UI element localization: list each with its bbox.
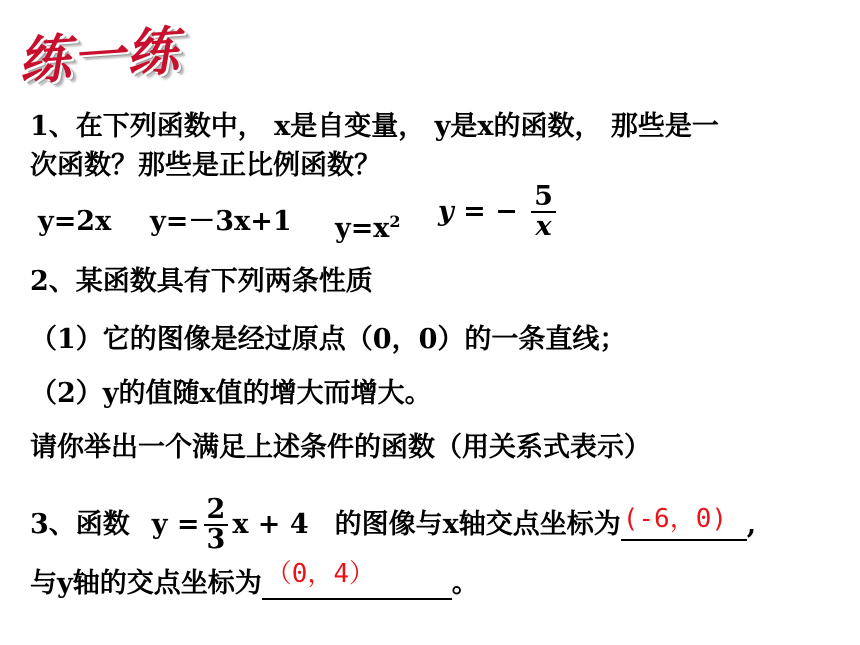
q3-line1 bbox=[30, 492, 756, 558]
fraction-numerator: 2 bbox=[204, 496, 229, 526]
q3-line2-prefix: 与y轴的交点坐标为 bbox=[30, 568, 262, 599]
q3-mid-text: 的图像与x轴交点坐标为 bbox=[334, 509, 621, 540]
q2-property-2: （2）y的值随x值的增大而增大。 bbox=[30, 378, 432, 409]
function-base: y=x bbox=[335, 213, 390, 244]
fraction-2-over-3 bbox=[204, 496, 229, 554]
answer-blank-x-axis bbox=[621, 504, 747, 541]
q1-line2: 次函数？那些是正比例函数？ bbox=[30, 150, 381, 181]
q2-property-1: （1）它的图像是经过原点（0，0）的一条直线； bbox=[30, 324, 627, 355]
fraction-5-over-x bbox=[531, 183, 556, 241]
answer-blank-y-axis bbox=[262, 559, 452, 600]
q2-request: 请你举出一个满足上述条件的函数（用关系式表示） bbox=[30, 432, 651, 463]
q3-comma: , bbox=[746, 509, 757, 540]
q2-intro: 2、某函数具有下列两条性质 bbox=[30, 266, 373, 297]
answer-y-intercept: （0，4） bbox=[265, 559, 376, 589]
fraction-lhs: y = − bbox=[438, 196, 518, 227]
q3-equation-rhs: x + 4 bbox=[232, 509, 309, 540]
q3-equation-lhs: y = bbox=[151, 509, 200, 540]
function-y-neg3x-plus1: y=－3x+1 bbox=[150, 206, 292, 237]
fraction-denominator: x bbox=[535, 211, 552, 242]
function-y-x-squared bbox=[335, 206, 401, 245]
fraction-denominator: 3 bbox=[206, 524, 226, 555]
function-y-neg5-over-x bbox=[438, 183, 560, 241]
q3-line2 bbox=[30, 559, 479, 600]
function-exponent: 2 bbox=[389, 212, 401, 231]
q1-line1: 1、在下列函数中， x是自变量， y是x的函数， 那些是一 bbox=[30, 111, 719, 142]
function-y-2x: y=2x bbox=[38, 206, 112, 237]
q3-prefix: 3、函数 bbox=[30, 509, 130, 540]
answer-x-intercept: (-6，0) bbox=[622, 504, 728, 534]
fraction-numerator: 5 bbox=[531, 183, 556, 213]
q3-end-mark: 。 bbox=[451, 568, 479, 599]
page-title: 练一练 bbox=[16, 20, 183, 93]
